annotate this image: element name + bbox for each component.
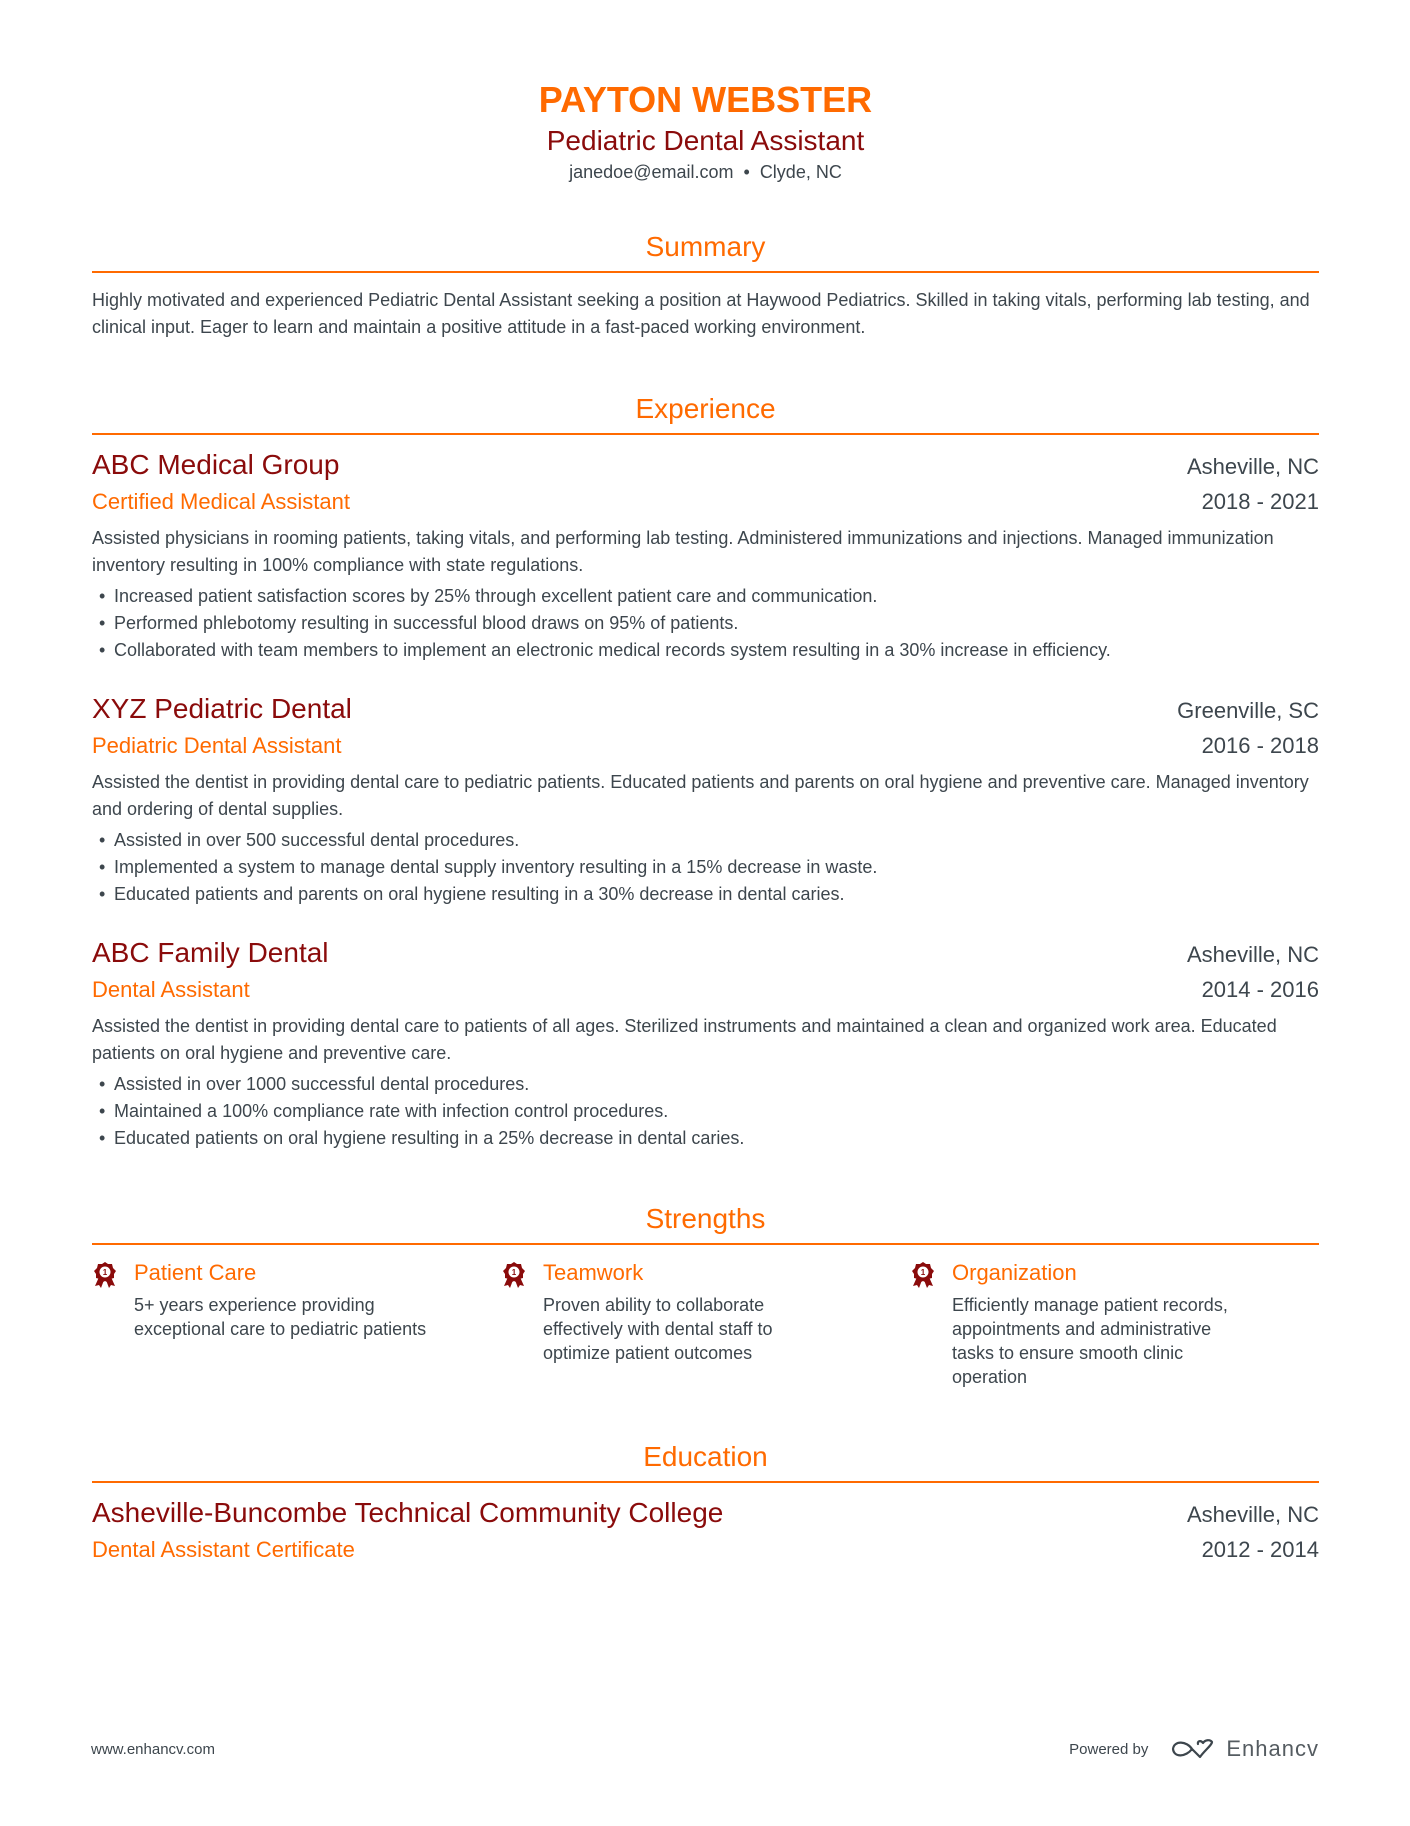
location: Clyde, NC — [759, 162, 842, 182]
achievement-list — [92, 583, 1319, 664]
summary-section — [92, 230, 1319, 341]
strength-description: 5+ years experience providing exceptional care to pediatric patients — [134, 1295, 427, 1339]
bullet-icon: • — [99, 1101, 106, 1121]
contact-line — [92, 160, 1319, 184]
section-divider — [92, 1481, 1319, 1483]
bullet-icon: • — [99, 640, 106, 660]
job-dates: 2018 - 2021 — [1201, 489, 1319, 514]
bullet-text: Increased patient satisfaction scores by 25% through excellent patient care and communication. — [114, 586, 878, 606]
achievement-bullet — [92, 1125, 1319, 1152]
job-dates: 2014 - 2016 — [1201, 977, 1319, 1002]
strength-item — [501, 1258, 910, 1389]
job-role: Pediatric Dental Assistant — [92, 733, 342, 758]
bullet-text: Implemented a system to manage dental supply inventory resulting in a 15% decrease in waste. — [114, 857, 878, 877]
bullet-icon: • — [99, 1074, 106, 1094]
bullet-text: Educated patients on oral hygiene resulting in a 25% decrease in dental caries. — [114, 1128, 745, 1148]
strength-description: Efficiently manage patient records, appointments and administrative tasks to ensure smooth clinic operation — [952, 1295, 1228, 1387]
bullet-text: Educated patients and parents on oral hygiene resulting in a 30% decrease in dental caries. — [114, 884, 845, 904]
website-link[interactable]: www.enhancv.com — [91, 1740, 215, 1758]
strength-description: Proven ability to collaborate effectively with dental staff to optimize patient outcomes — [543, 1295, 773, 1363]
education-dates: 2012 - 2014 — [1201, 1537, 1319, 1562]
award-ribbon-icon — [92, 1258, 134, 1389]
company-name: XYZ Pediatric Dental — [92, 693, 352, 724]
school-name: Asheville-Buncombe Technical Community College — [92, 1497, 724, 1528]
strength-title: Teamwork — [543, 1260, 644, 1285]
achievement-bullet — [92, 583, 1319, 610]
summary-text: Highly motivated and experienced Pediatric Dental Assistant seeking a position at Haywood Pediatrics. Skilled in taking vitals, performing lab testing, and clinical input. Eager to learn and maintain a positive attitude in a fast-paced working environment. — [92, 290, 1310, 337]
job-entry — [92, 692, 1319, 908]
svg-text:1: 1 — [102, 1268, 108, 1277]
footer — [91, 1737, 1319, 1761]
job-location: Asheville, NC — [1186, 942, 1319, 967]
experience-section — [92, 392, 1319, 1152]
brand-name: Enhancv — [1226, 1736, 1319, 1761]
svg-text:1: 1 — [920, 1268, 926, 1277]
achievement-bullet — [92, 827, 1319, 854]
job-role: Dental Assistant — [92, 977, 250, 1002]
award-ribbon-icon — [910, 1258, 952, 1389]
strength-item — [92, 1258, 501, 1389]
job-role: Certified Medical Assistant — [92, 489, 350, 514]
candidate-title: Pediatric Dental Assistant — [546, 125, 865, 156]
job-description: Assisted physicians in rooming patients, taking vitals, and performing lab testing. Administered immunizations and injections. Managed immunization inventory resulting in 100% compliance with state regulations. — [92, 528, 1274, 575]
achievement-list — [92, 1071, 1319, 1152]
section-heading-strengths: Strengths — [645, 1203, 766, 1234]
bullet-icon: • — [99, 613, 106, 633]
school-location: Asheville, NC — [1186, 1502, 1319, 1527]
section-heading-summary: Summary — [645, 231, 766, 262]
strength-title: Organization — [952, 1260, 1077, 1285]
section-heading-experience: Experience — [635, 393, 776, 424]
strength-item — [910, 1258, 1319, 1389]
bullet-text: Collaborated with team members to implement an electronic medical records system resulting in a 30% increase in efficiency. — [114, 640, 1111, 660]
company-name: ABC Medical Group — [92, 449, 340, 480]
achievement-bullet — [92, 1098, 1319, 1125]
section-heading-education: Education — [643, 1441, 768, 1472]
resume-header — [92, 80, 1319, 184]
achievement-bullet — [92, 610, 1319, 637]
resume-page — [92, 80, 1319, 1565]
bullet-text: Assisted in over 1000 successful dental procedures. — [114, 1074, 530, 1094]
bullet-icon: • — [99, 857, 106, 877]
achievement-bullet — [92, 1071, 1319, 1098]
bullet-text: Maintained a 100% compliance rate with infection control procedures. — [114, 1101, 669, 1121]
bullet-icon: • — [99, 830, 106, 850]
bullet-icon: • — [99, 884, 106, 904]
achievement-list — [92, 827, 1319, 908]
award-ribbon-icon — [501, 1258, 543, 1389]
powered-by — [1069, 1736, 1319, 1762]
bullet-icon: • — [99, 1128, 106, 1148]
separator: • — [743, 162, 750, 182]
job-entry — [92, 448, 1319, 664]
bullet-text: Performed phlebotomy resulting in successful blood draws on 95% of patients. — [114, 613, 739, 633]
section-divider — [92, 433, 1319, 435]
section-divider — [92, 271, 1319, 273]
job-entry — [92, 936, 1319, 1152]
degree: Dental Assistant Certificate — [92, 1537, 355, 1562]
job-description: Assisted the dentist in providing dental care to patients of all ages. Sterilized instruments and maintained a clean and organized work area. Educated patients on oral hygiene and preventive care. — [92, 1016, 1277, 1063]
bullet-text: Assisted in over 500 successful dental procedures. — [114, 830, 520, 850]
job-location: Greenville, SC — [1177, 698, 1319, 723]
achievement-bullet — [92, 854, 1319, 881]
achievement-bullet — [92, 637, 1319, 664]
education-entry — [92, 1496, 1319, 1565]
section-divider — [92, 1243, 1319, 1245]
powered-by-label: Powered by — [1069, 1740, 1149, 1758]
job-dates: 2016 - 2018 — [1201, 733, 1319, 758]
candidate-name: PAYTON WEBSTER — [538, 79, 873, 120]
job-description: Assisted the dentist in providing dental care to pediatric patients. Educated patients and parents on oral hygiene and preventive care. Managed inventory and ordering of dental supplies. — [92, 772, 1309, 819]
svg-text:1: 1 — [511, 1268, 517, 1277]
achievement-bullet — [92, 881, 1319, 908]
email[interactable]: janedoe@email.com — [569, 162, 734, 182]
enhancv-infinity-icon — [1170, 1737, 1216, 1761]
education-section — [92, 1440, 1319, 1565]
strengths-section — [92, 1202, 1319, 1389]
company-name: ABC Family Dental — [92, 937, 329, 968]
strength-title: Patient Care — [134, 1260, 257, 1285]
enhancv-logo[interactable] — [1170, 1736, 1319, 1762]
bullet-icon: • — [99, 586, 106, 606]
job-location: Asheville, NC — [1186, 454, 1319, 479]
